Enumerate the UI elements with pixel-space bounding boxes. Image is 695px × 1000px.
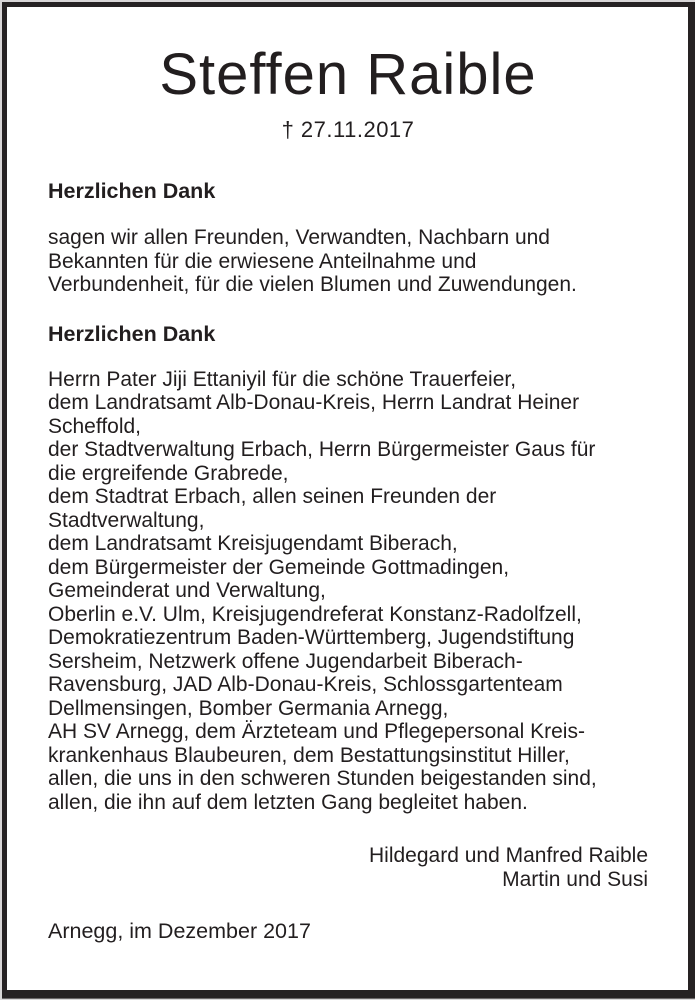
text-line: Ravensburg, JAD Alb-Donau-Kreis, Schlossgartenteam (48, 673, 563, 696)
text-line: Stadtverwaltung, (48, 508, 205, 532)
text-line: allen, die ihn auf dem letzten Gang begleitet haben. (48, 790, 528, 814)
text-line: Herrn Pater Jiji Ettaniyil für die schöne Trauerfeier, (48, 367, 517, 391)
place-dateline: Arnegg, im Dezember 2017 (48, 919, 311, 943)
thanks-heading-1: Herzlichen Dank (48, 179, 216, 203)
text-line: Gemeinderat und Verwaltung, (48, 579, 326, 602)
text-line: AH SV Arnegg, dem Ärzteteam und Pflegepersonal Kreis- (48, 720, 585, 743)
text-line: Scheffold, (48, 414, 142, 438)
text-line: Verbundenheit, für die vielen Blumen und Zuwendungen. (48, 273, 577, 296)
acknowledgements-paragraph (48, 368, 648, 815)
text-line: krankenhaus Blaubeuren, dem Bestattungsinstitut Hiller, (48, 743, 570, 767)
text-line: Dellmensingen, Bomber Germania Arnegg, (48, 696, 449, 720)
text-line: dem Bürgermeister der Gemeinde Gottmadingen, (48, 555, 510, 579)
text-line: Bekannten für die erwiesene Anteilnahme und (48, 249, 477, 273)
thanks-heading-2: Herzlichen Dank (48, 321, 216, 346)
thanks-paragraph (48, 226, 648, 297)
text-line: allen, die uns in den schweren Stunden beigestanden sind, (48, 767, 597, 790)
text-line: dem Landratsamt Kreisjugendamt Biberach, (48, 532, 458, 555)
text-line: Oberlin e.V. Ulm, Kreisjugendreferat Konstanz-Radolfzell, (48, 602, 582, 626)
text-line: die ergreifende Grabrede, (48, 461, 289, 485)
death-date: † 27.11.2017 (281, 117, 415, 142)
text-line: Sersheim, Netzwerk offene Jugendarbeit Biberach- (48, 649, 523, 673)
deceased-name: Steffen Raible (159, 42, 537, 107)
family-signature (48, 844, 648, 891)
text-line: Hildegard und Manfred Raible (369, 844, 648, 867)
text-line: sagen wir allen Freunden, Verwandten, Nachbarn und (48, 226, 550, 249)
obituary-notice (2, 2, 695, 998)
text-line: dem Stadtrat Erbach, allen seinen Freunden der (48, 485, 497, 508)
text-line: Demokratiezentrum Baden-Württemberg, Jugendstiftung (48, 626, 575, 649)
text-line: dem Landratsamt Alb-Donau-Kreis, Herrn Landrat Heiner (48, 391, 580, 414)
text-line: Martin und Susi (502, 867, 648, 891)
text-line: der Stadtverwaltung Erbach, Herrn Bürgermeister Gaus für (48, 438, 596, 461)
